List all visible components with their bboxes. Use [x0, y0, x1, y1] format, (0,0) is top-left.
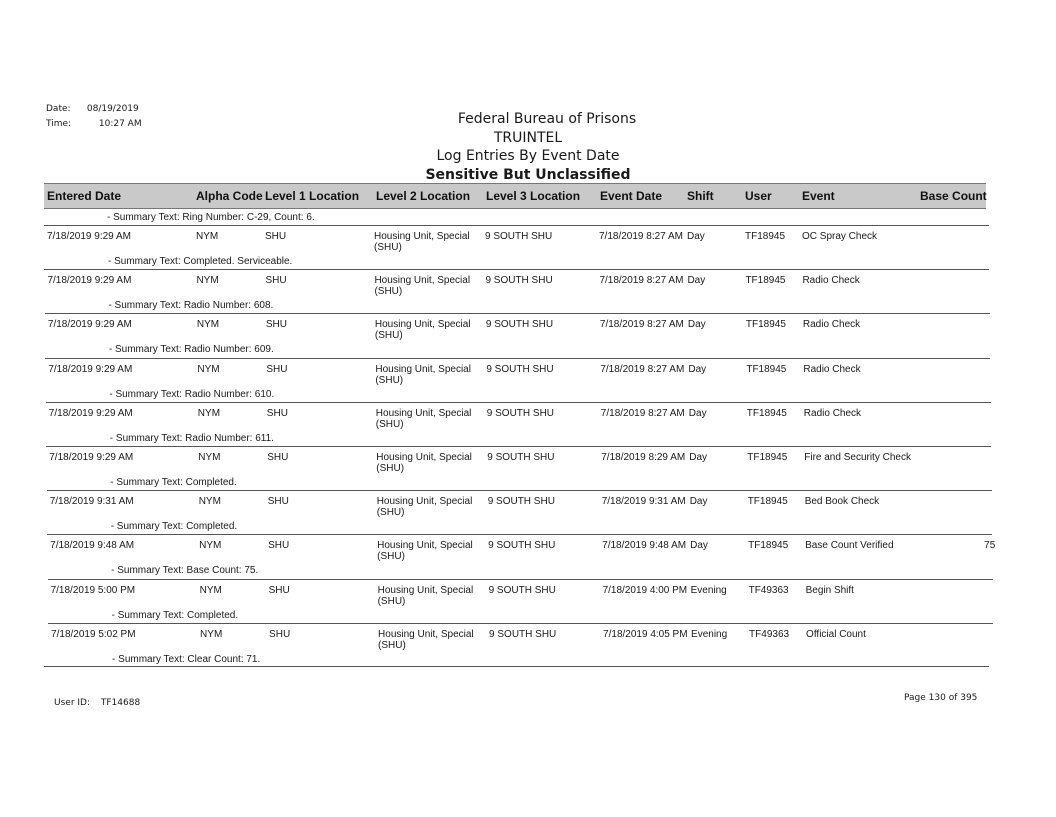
time-value: 10:27 AM: [98, 119, 142, 129]
level1-cell: SHU: [268, 584, 290, 596]
col-alpha-code: Alpha Code: [196, 189, 263, 203]
shift-cell: Day: [689, 496, 708, 508]
level3-cell: 9 SOUTH SHU: [485, 319, 554, 331]
title-report-name: Log Entries By Event Date: [436, 148, 620, 164]
level2-cell: Housing Unit, Special (SHU): [374, 231, 470, 253]
summary-text: - Summary Text: Completed.: [110, 477, 237, 488]
event-date-cell: 7/18/2019 9:48 AM: [602, 540, 687, 552]
user-cell: TF18945: [746, 363, 787, 375]
event-cell: Fire and Security Check: [804, 452, 911, 463]
user-cell: TF18945: [745, 231, 786, 242]
entered-date-cell: 7/18/2019 9:29 AM: [47, 319, 132, 331]
level3-cell: 9 SOUTH SHU: [486, 407, 555, 419]
level2-cell: Housing Unit, Special (SHU): [375, 363, 471, 386]
event-cell: Radio Check: [803, 363, 861, 375]
level3-cell: 9 SOUTH SHU: [488, 584, 556, 596]
event-cell: Begin Shift: [805, 584, 854, 596]
event-cell: Radio Check: [802, 275, 860, 287]
table-row: [44, 269, 989, 311]
shift-cell: Day: [689, 452, 708, 463]
level2-cell: Housing Unit, Special (SHU): [376, 452, 472, 474]
summary-text: - Summary Text: Completed. Serviceable.: [108, 256, 293, 267]
date-label: Date:: [46, 104, 71, 114]
table-row: [46, 402, 991, 444]
level1-cell: SHU: [265, 275, 287, 287]
entered-date-cell: 7/18/2019 9:31 AM: [49, 496, 134, 508]
event-date-cell: 7/18/2019 4:00 PM: [602, 584, 688, 596]
user-cell: TF18945: [747, 496, 788, 508]
level3-cell: 9 SOUTH SHU: [486, 363, 554, 375]
base-count-cell: 75: [984, 540, 996, 552]
alpha-code-cell: NYM: [198, 452, 221, 463]
level3-cell: 9 SOUTH SHU: [485, 231, 553, 242]
summary-text: - Summary Text: Radio Number: 608.: [108, 300, 274, 312]
user-cell: TF49363: [748, 584, 789, 596]
alpha-code-cell: NYM: [196, 231, 219, 242]
row-divider: [44, 269, 989, 270]
level2-cell: Housing Unit, Special (SHU): [378, 628, 474, 651]
user-cell: TF18945: [748, 540, 789, 552]
user-id-label: User ID:: [54, 698, 90, 708]
level3-cell: 9 SOUTH SHU: [487, 452, 555, 463]
user-cell: TF18945: [746, 407, 787, 419]
table-row: [45, 313, 990, 355]
entered-date-cell: 7/18/2019 9:29 AM: [47, 275, 132, 287]
shift-cell: Day: [690, 540, 708, 552]
col-level2-location: Level 2 Location: [376, 189, 471, 203]
title-agency: Federal Bureau of Prisons: [457, 111, 637, 127]
alpha-code-cell: NYM: [197, 407, 221, 419]
level3-cell: 9 SOUTH SHU: [489, 628, 557, 640]
alpha-code-cell: NYM: [200, 628, 223, 640]
level3-cell: 9 SOUTH SHU: [485, 275, 553, 287]
entered-date-cell: 7/18/2019 9:29 AM: [48, 363, 133, 375]
level3-cell: 9 SOUTH SHU: [487, 496, 555, 508]
level1-cell: SHU: [267, 452, 289, 463]
title-classification: Sensitive But Unclassified: [425, 166, 631, 183]
summary-text: - Summary Text: Radio Number: 609.: [108, 344, 274, 356]
event-date-cell: 7/18/2019 8:27 AM: [600, 363, 685, 375]
entered-date-cell: 7/18/2019 5:00 PM: [50, 584, 136, 596]
user-id-value: TF14688: [100, 698, 141, 708]
alpha-code-cell: NYM: [196, 275, 219, 287]
entered-date-cell: 7/18/2019 9:29 AM: [48, 407, 133, 419]
event-date-cell: 7/18/2019 9:31 AM: [601, 496, 686, 508]
report-title: [0, 110, 1056, 184]
date-value: 08/19/2019: [86, 104, 139, 114]
table-row: [48, 579, 993, 621]
table-header: [44, 183, 986, 209]
col-level3-location: Level 3 Location: [486, 189, 581, 203]
user-cell: TF18945: [747, 452, 788, 463]
level2-cell: Housing Unit, Special (SHU): [374, 319, 471, 342]
event-cell: Base Count Verified: [805, 540, 894, 552]
shift-cell: Day: [687, 231, 705, 242]
col-level1-location: Level 1 Location: [265, 189, 360, 203]
user-cell: TF18945: [745, 319, 786, 331]
col-user: User: [745, 189, 772, 203]
footer-user-id: [54, 698, 140, 708]
shift-cell: Day: [688, 407, 707, 419]
event-date-cell: 7/18/2019 8:27 AM: [599, 319, 684, 331]
row-divider: [46, 446, 991, 447]
table-row: [46, 446, 991, 488]
summary-text: - Summary Text: Ring Number: C-29, Count: 6.: [107, 212, 315, 223]
level1-cell: SHU: [267, 496, 289, 508]
event-date-cell: 7/18/2019 8:27 AM: [599, 231, 683, 242]
event-date-cell: 7/18/2019 8:27 AM: [600, 407, 685, 419]
user-cell: TF18945: [745, 275, 786, 287]
event-date-cell: 7/18/2019 8:29 AM: [601, 452, 686, 463]
shift-cell: Day: [687, 319, 706, 331]
level2-cell: Housing Unit, Special (SHU): [377, 584, 474, 607]
time-label: Time:: [46, 119, 72, 129]
event-cell: Bed Book Check: [804, 496, 880, 508]
event-date-cell: 7/18/2019 4:05 PM: [603, 628, 688, 640]
bottom-divider: [44, 666, 989, 667]
event-date-cell: 7/18/2019 8:27 AM: [599, 275, 684, 287]
event-cell: Radio Check: [802, 319, 861, 331]
table-row: [47, 534, 996, 577]
shift-cell: Day: [687, 275, 706, 287]
level1-cell: SHU: [269, 628, 291, 640]
entered-date-cell: 7/18/2019 9:29 AM: [47, 231, 131, 242]
level2-cell: Housing Unit, Special (SHU): [374, 275, 471, 298]
summary-text: - Summary Text: Completed.: [111, 609, 239, 621]
row-divider: [46, 402, 991, 403]
alpha-code-cell: NYM: [198, 496, 221, 508]
alpha-code-cell: NYM: [199, 540, 222, 552]
row-divider: [48, 579, 993, 580]
event-cell: OC Spray Check: [802, 231, 878, 242]
level2-cell: Housing Unit, Special (SHU): [375, 407, 472, 430]
summary-text: - Summary Text: Radio Number: 611.: [109, 432, 274, 444]
summary-text: - Summary Text: Base Count: 75.: [111, 565, 259, 577]
alpha-code-cell: NYM: [196, 319, 220, 331]
shift-cell: Evening: [690, 584, 727, 596]
row-divider: [45, 358, 990, 359]
col-event: Event: [802, 189, 835, 203]
level1-cell: SHU: [268, 540, 290, 552]
level2-cell: Housing Unit, Special (SHU): [376, 496, 473, 519]
table-row: [47, 490, 992, 532]
level1-cell: SHU: [265, 231, 287, 242]
col-event-date: Event Date: [600, 189, 663, 203]
col-base-count: Base Count: [920, 189, 987, 203]
page-number: Page 130 of 395: [904, 693, 978, 703]
alpha-code-cell: NYM: [199, 584, 222, 596]
row-divider: [44, 225, 989, 226]
level3-cell: 9 SOUTH SHU: [488, 540, 556, 552]
summary-text: - Summary Text: Clear Count: 71.: [112, 653, 261, 665]
summary-text: - Summary Text: Radio Number: 610.: [109, 388, 275, 400]
level2-cell: Housing Unit, Special (SHU): [377, 540, 473, 563]
entered-date-cell: 7/18/2019 5:02 PM: [51, 628, 136, 640]
shift-cell: Day: [688, 363, 707, 375]
table-row: [48, 623, 993, 665]
level1-cell: SHU: [266, 407, 288, 419]
table-row: [45, 358, 990, 400]
user-cell: TF49363: [749, 628, 790, 640]
shift-cell: Evening: [691, 628, 728, 640]
row-divider: [47, 534, 992, 535]
event-cell: Radio Check: [803, 407, 862, 419]
entered-date-cell: 7/18/2019 9:48 AM: [50, 540, 135, 552]
level1-cell: SHU: [266, 363, 288, 375]
row-divider: [45, 313, 990, 314]
row-divider: [47, 490, 992, 491]
summary-text: - Summary Text: Completed.: [110, 521, 238, 533]
level1-cell: SHU: [265, 319, 288, 331]
entered-date-cell: 7/18/2019 9:29 AM: [49, 452, 134, 463]
row-divider: [48, 623, 993, 624]
event-cell: Official Count: [806, 628, 866, 640]
table-row: [44, 225, 989, 267]
title-system: TRUINTEL: [493, 129, 563, 146]
alpha-code-cell: NYM: [197, 363, 220, 375]
col-entered-date: Entered Date: [47, 189, 122, 203]
col-shift: Shift: [687, 189, 714, 203]
